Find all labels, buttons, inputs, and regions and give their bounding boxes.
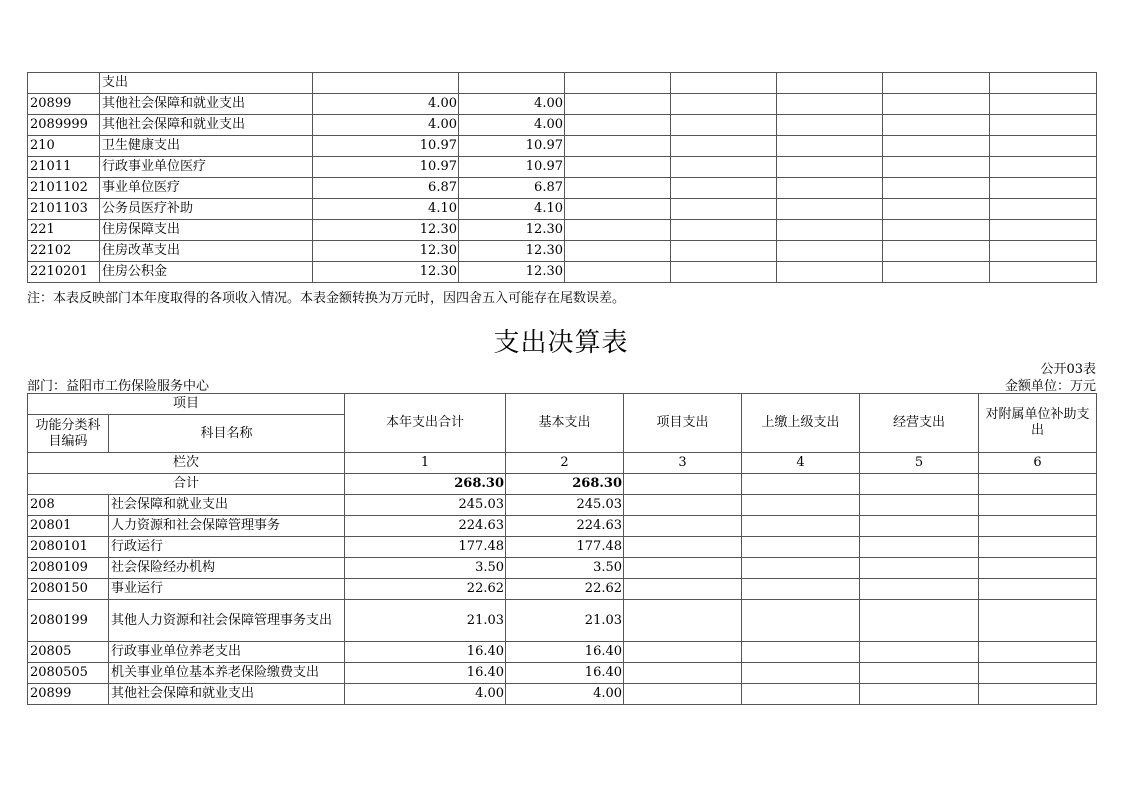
table-cell: 行政事业单位医疗: [100, 157, 313, 178]
table-cell: 2080109: [28, 558, 109, 579]
table-cell: 社会保险经办机构: [109, 558, 345, 579]
table-cell: 12.30: [459, 262, 565, 283]
table-cell: 4.10: [313, 199, 459, 220]
total-row: [28, 474, 1097, 495]
table-cell: 224.63: [506, 516, 624, 537]
table-cell: 20899: [28, 94, 100, 115]
table-cell: 2080150: [28, 579, 109, 600]
col-number: 1: [345, 453, 506, 474]
row-label: 栏次: [28, 453, 345, 474]
column-number-row: [28, 453, 1097, 474]
table-cell: 16.40: [506, 642, 624, 663]
table-cell: 2210201: [28, 262, 100, 283]
table-cell: 事业运行: [109, 579, 345, 600]
table-cell: 行政事业单位养老支出: [109, 642, 345, 663]
table-cell: 行政运行: [109, 537, 345, 558]
table-cell: 177.48: [345, 537, 506, 558]
table-cell: 21011: [28, 157, 100, 178]
table-cell: 公务员医疗补助: [100, 199, 313, 220]
header-total-expenditure: 本年支出合计: [345, 394, 506, 453]
table-cell: 12.30: [459, 241, 565, 262]
table-note: 注：本表反映部门本年度取得的各项收入情况。本表金额转换为万元时，因四舍五入可能存在尾数误差。: [27, 291, 626, 306]
expenditure-table: [27, 393, 1097, 705]
header-subsidy-affiliates: 对附属单位补助支出: [979, 394, 1097, 453]
table-cell: 20899: [28, 684, 109, 705]
header-item: 项目: [28, 394, 345, 415]
table-cell: 机关事业单位基本养老保险缴费支出: [109, 663, 345, 684]
table-row: [28, 516, 1097, 537]
table-cell: 20805: [28, 642, 109, 663]
table-row: [28, 600, 1097, 642]
col-number: 3: [624, 453, 742, 474]
table-cell: 4.00: [459, 94, 565, 115]
top-continuation-table: [27, 72, 1097, 283]
table-cell: 16.40: [506, 663, 624, 684]
table-row: [28, 558, 1097, 579]
table-cell: 其他社会保障和就业支出: [109, 684, 345, 705]
table-cell: 10.97: [459, 157, 565, 178]
table-cell: 2101103: [28, 199, 100, 220]
table-row: [28, 262, 1097, 283]
table-cell: 其他人力资源和社会保障管理事务支出: [109, 600, 345, 642]
table-row: [28, 579, 1097, 600]
table-cell: 12.30: [313, 262, 459, 283]
table-cell: 住房公积金: [100, 262, 313, 283]
table-cell: 其他社会保障和就业支出: [100, 94, 313, 115]
table-cell: 3.50: [345, 558, 506, 579]
table-row: [28, 94, 1097, 115]
col-number: 6: [979, 453, 1097, 474]
table-cell: 177.48: [506, 537, 624, 558]
table-cell: 4.10: [459, 199, 565, 220]
table-cell: 4.00: [459, 115, 565, 136]
table-cell: 6.87: [313, 178, 459, 199]
table-cell: 245.03: [345, 495, 506, 516]
table-cell: 4.00: [313, 94, 459, 115]
table-cell: 224.63: [345, 516, 506, 537]
table-cell: 20801: [28, 516, 109, 537]
table-row: [28, 157, 1097, 178]
table-cell: [459, 73, 565, 94]
table-cell: 22.62: [345, 579, 506, 600]
col-number: 4: [742, 453, 860, 474]
table-cell: 其他社会保障和就业支出: [100, 115, 313, 136]
header-code: 功能分类科目编码: [28, 415, 109, 453]
table-row: [28, 73, 1097, 94]
table-cell: [313, 73, 459, 94]
table-cell: 2089999: [28, 115, 100, 136]
table-row: [28, 495, 1097, 516]
department-label: 部门：益阳市工伤保险服务中心: [27, 379, 210, 394]
header-basic-expenditure: 基本支出: [506, 394, 624, 453]
table-row: [28, 537, 1097, 558]
table-cell: 2101102: [28, 178, 100, 199]
unit-label: 金额单位：万元: [1004, 379, 1096, 394]
table-row: [28, 684, 1097, 705]
table-cell: 住房保障支出: [100, 220, 313, 241]
table-cell: 6.87: [459, 178, 565, 199]
table-cell: 卫生健康支出: [100, 136, 313, 157]
table-cell: 208: [28, 495, 109, 516]
table-row: [28, 220, 1097, 241]
table-cell: 12.30: [313, 241, 459, 262]
table-cell: 22.62: [506, 579, 624, 600]
table-cell: 2080505: [28, 663, 109, 684]
table-cell: 4.00: [506, 684, 624, 705]
col-number: 5: [860, 453, 979, 474]
table-row: [28, 136, 1097, 157]
total-value: 268.30: [506, 474, 624, 495]
table-cell: 2080199: [28, 600, 109, 642]
col-number: 2: [506, 453, 624, 474]
table-cell: 支出: [100, 73, 313, 94]
table-cell: 245.03: [506, 495, 624, 516]
table-cell: 16.40: [345, 663, 506, 684]
table-cell: 21.03: [506, 600, 624, 642]
table-cell: 社会保障和就业支出: [109, 495, 345, 516]
table-row: [28, 642, 1097, 663]
table-cell: 3.50: [506, 558, 624, 579]
header-name: 科目名称: [109, 415, 345, 453]
table-row: [28, 199, 1097, 220]
table-cell: 221: [28, 220, 100, 241]
table-cell: 人力资源和社会保障管理事务: [109, 516, 345, 537]
table-cell: 22102: [28, 241, 100, 262]
header-remit-superior: 上缴上级支出: [742, 394, 860, 453]
table-cell: 住房改革支出: [100, 241, 313, 262]
total-value: 268.30: [345, 474, 506, 495]
table-cell: 事业单位医疗: [100, 178, 313, 199]
table-cell: 2080101: [28, 537, 109, 558]
table-cell: 16.40: [345, 642, 506, 663]
page-title: 支出决算表: [493, 328, 629, 358]
header-project-expenditure: 项目支出: [624, 394, 742, 453]
table-cell: 21.03: [345, 600, 506, 642]
total-label: 合计: [28, 474, 345, 495]
table-row: [28, 241, 1097, 262]
header-operating-expenditure: 经营支出: [860, 394, 979, 453]
table-row: [28, 115, 1097, 136]
header-row-1: [28, 394, 1097, 415]
table-cell: 10.97: [459, 136, 565, 157]
table-cell: 12.30: [459, 220, 565, 241]
table-cell: 4.00: [345, 684, 506, 705]
table-cell: 4.00: [313, 115, 459, 136]
table-cell: 210: [28, 136, 100, 157]
table-cell: 10.97: [313, 157, 459, 178]
table-row: [28, 663, 1097, 684]
form-number: 公开03表: [1040, 362, 1096, 377]
table-cell: 10.97: [313, 136, 459, 157]
table-cell: [28, 73, 100, 94]
table-cell: 12.30: [313, 220, 459, 241]
table-row: [28, 178, 1097, 199]
